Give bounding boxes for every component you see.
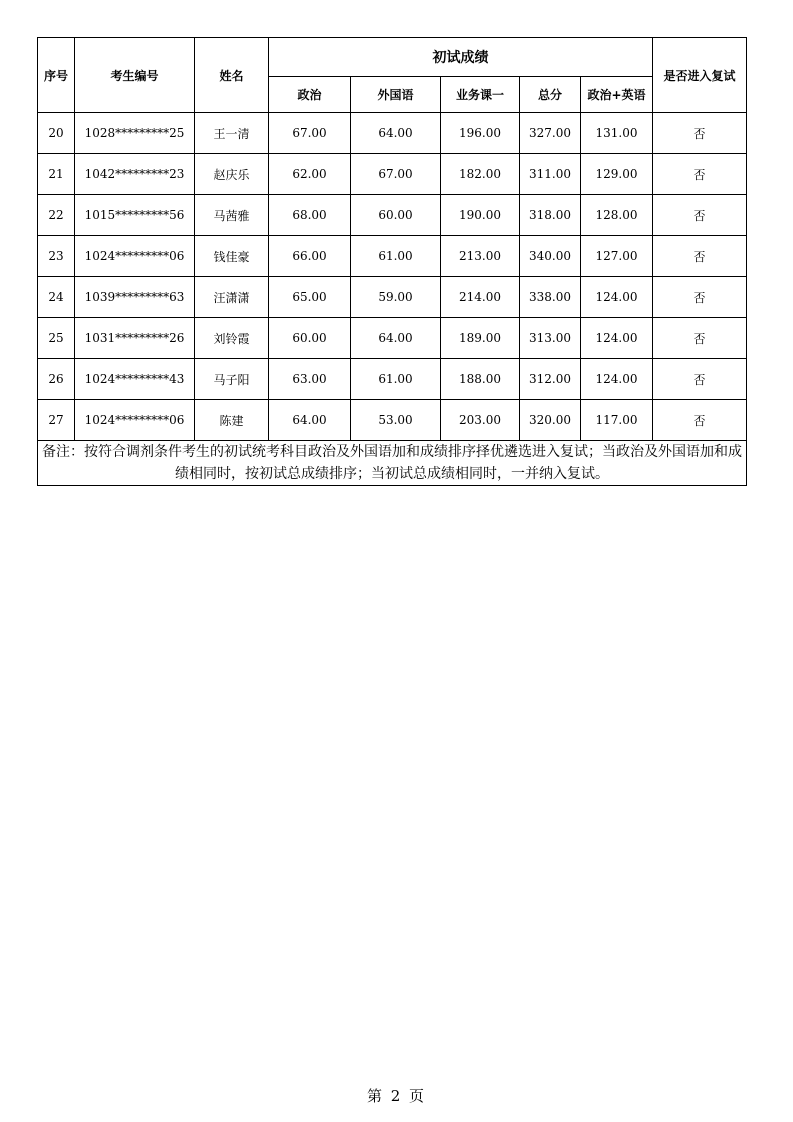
cell-politics: 65.00 (269, 277, 351, 318)
cell-politics-plus-english: 131.00 (581, 113, 653, 154)
table-row (38, 318, 747, 359)
cell-name: 赵庆乐 (195, 154, 269, 195)
cell-foreign-language: 64.00 (351, 113, 441, 154)
header-total: 总分 (520, 77, 581, 113)
cell-retest: 否 (653, 359, 747, 400)
cell-candidate-id: 1042*********23 (75, 154, 195, 195)
cell-politics-plus-english: 127.00 (581, 236, 653, 277)
cell-seq: 20 (38, 113, 75, 154)
cell-seq: 27 (38, 400, 75, 441)
cell-candidate-id: 1015*********56 (75, 195, 195, 236)
cell-name: 刘铃霞 (195, 318, 269, 359)
cell-foreign-language: 61.00 (351, 236, 441, 277)
cell-total: 313.00 (520, 318, 581, 359)
cell-candidate-id: 1024*********06 (75, 236, 195, 277)
cell-retest: 否 (653, 113, 747, 154)
cell-foreign-language: 53.00 (351, 400, 441, 441)
header-foreign-language: 外国语 (351, 77, 441, 113)
cell-total: 318.00 (520, 195, 581, 236)
cell-major-course-1: 182.00 (441, 154, 520, 195)
cell-seq: 26 (38, 359, 75, 400)
cell-politics-plus-english: 124.00 (581, 318, 653, 359)
cell-major-course-1: 214.00 (441, 277, 520, 318)
cell-politics: 67.00 (269, 113, 351, 154)
cell-politics: 66.00 (269, 236, 351, 277)
cell-retest: 否 (653, 154, 747, 195)
cell-politics-plus-english: 124.00 (581, 359, 653, 400)
cell-candidate-id: 1028*********25 (75, 113, 195, 154)
cell-foreign-language: 61.00 (351, 359, 441, 400)
cell-total: 312.00 (520, 359, 581, 400)
cell-total: 338.00 (520, 277, 581, 318)
cell-name: 马子阳 (195, 359, 269, 400)
cell-major-course-1: 196.00 (441, 113, 520, 154)
cell-politics-plus-english: 124.00 (581, 277, 653, 318)
cell-foreign-language: 59.00 (351, 277, 441, 318)
table-row (38, 400, 747, 441)
cell-total: 327.00 (520, 113, 581, 154)
cell-name: 马茜雅 (195, 195, 269, 236)
cell-foreign-language: 67.00 (351, 154, 441, 195)
cell-politics: 64.00 (269, 400, 351, 441)
cell-politics: 62.00 (269, 154, 351, 195)
cell-total: 340.00 (520, 236, 581, 277)
cell-candidate-id: 1039*********63 (75, 277, 195, 318)
header-politics-plus-english: 政治+英语 (581, 77, 653, 113)
table-row (38, 236, 747, 277)
header-seq: 序号 (38, 38, 75, 113)
cell-politics: 60.00 (269, 318, 351, 359)
cell-seq: 21 (38, 154, 75, 195)
cell-politics-plus-english: 128.00 (581, 195, 653, 236)
header-retest: 是否进入复试 (653, 38, 747, 113)
cell-name: 汪潇潇 (195, 277, 269, 318)
cell-retest: 否 (653, 236, 747, 277)
cell-candidate-id: 1024*********06 (75, 400, 195, 441)
header-politics: 政治 (269, 77, 351, 113)
cell-politics-plus-english: 129.00 (581, 154, 653, 195)
table-row (38, 154, 747, 195)
cell-name: 陈建 (195, 400, 269, 441)
cell-seq: 22 (38, 195, 75, 236)
cell-politics-plus-english: 117.00 (581, 400, 653, 441)
cell-candidate-id: 1031*********26 (75, 318, 195, 359)
table-row (38, 113, 747, 154)
cell-seq: 25 (38, 318, 75, 359)
score-table (37, 37, 747, 486)
cell-total: 311.00 (520, 154, 581, 195)
cell-major-course-1: 203.00 (441, 400, 520, 441)
cell-candidate-id: 1024*********43 (75, 359, 195, 400)
cell-total: 320.00 (520, 400, 581, 441)
cell-seq: 23 (38, 236, 75, 277)
cell-foreign-language: 64.00 (351, 318, 441, 359)
header-candidate-id: 考生编号 (75, 38, 195, 113)
cell-retest: 否 (653, 277, 747, 318)
cell-retest: 否 (653, 318, 747, 359)
table-row (38, 359, 747, 400)
cell-politics: 63.00 (269, 359, 351, 400)
cell-major-course-1: 213.00 (441, 236, 520, 277)
cell-seq: 24 (38, 277, 75, 318)
cell-name: 钱佳豪 (195, 236, 269, 277)
header-preliminary-scores: 初试成绩 (269, 38, 653, 77)
table-note: 备注：按符合调剂条件考生的初试统考科目政治及外国语加和成绩排序择优遴选进入复试；当政治及外国语加和成绩相同时，按初试总成绩排序；当初试总成绩相同时，一并纳入复试。 (38, 441, 747, 486)
cell-retest: 否 (653, 400, 747, 441)
cell-foreign-language: 60.00 (351, 195, 441, 236)
page-number: 第 2 页 (366, 1087, 427, 1105)
header-major-course-1: 业务课一 (441, 77, 520, 113)
header-name: 姓名 (195, 38, 269, 113)
cell-major-course-1: 190.00 (441, 195, 520, 236)
table-row (38, 195, 747, 236)
cell-major-course-1: 189.00 (441, 318, 520, 359)
cell-major-course-1: 188.00 (441, 359, 520, 400)
cell-name: 王一清 (195, 113, 269, 154)
table-row (38, 277, 747, 318)
cell-politics: 68.00 (269, 195, 351, 236)
cell-retest: 否 (653, 195, 747, 236)
